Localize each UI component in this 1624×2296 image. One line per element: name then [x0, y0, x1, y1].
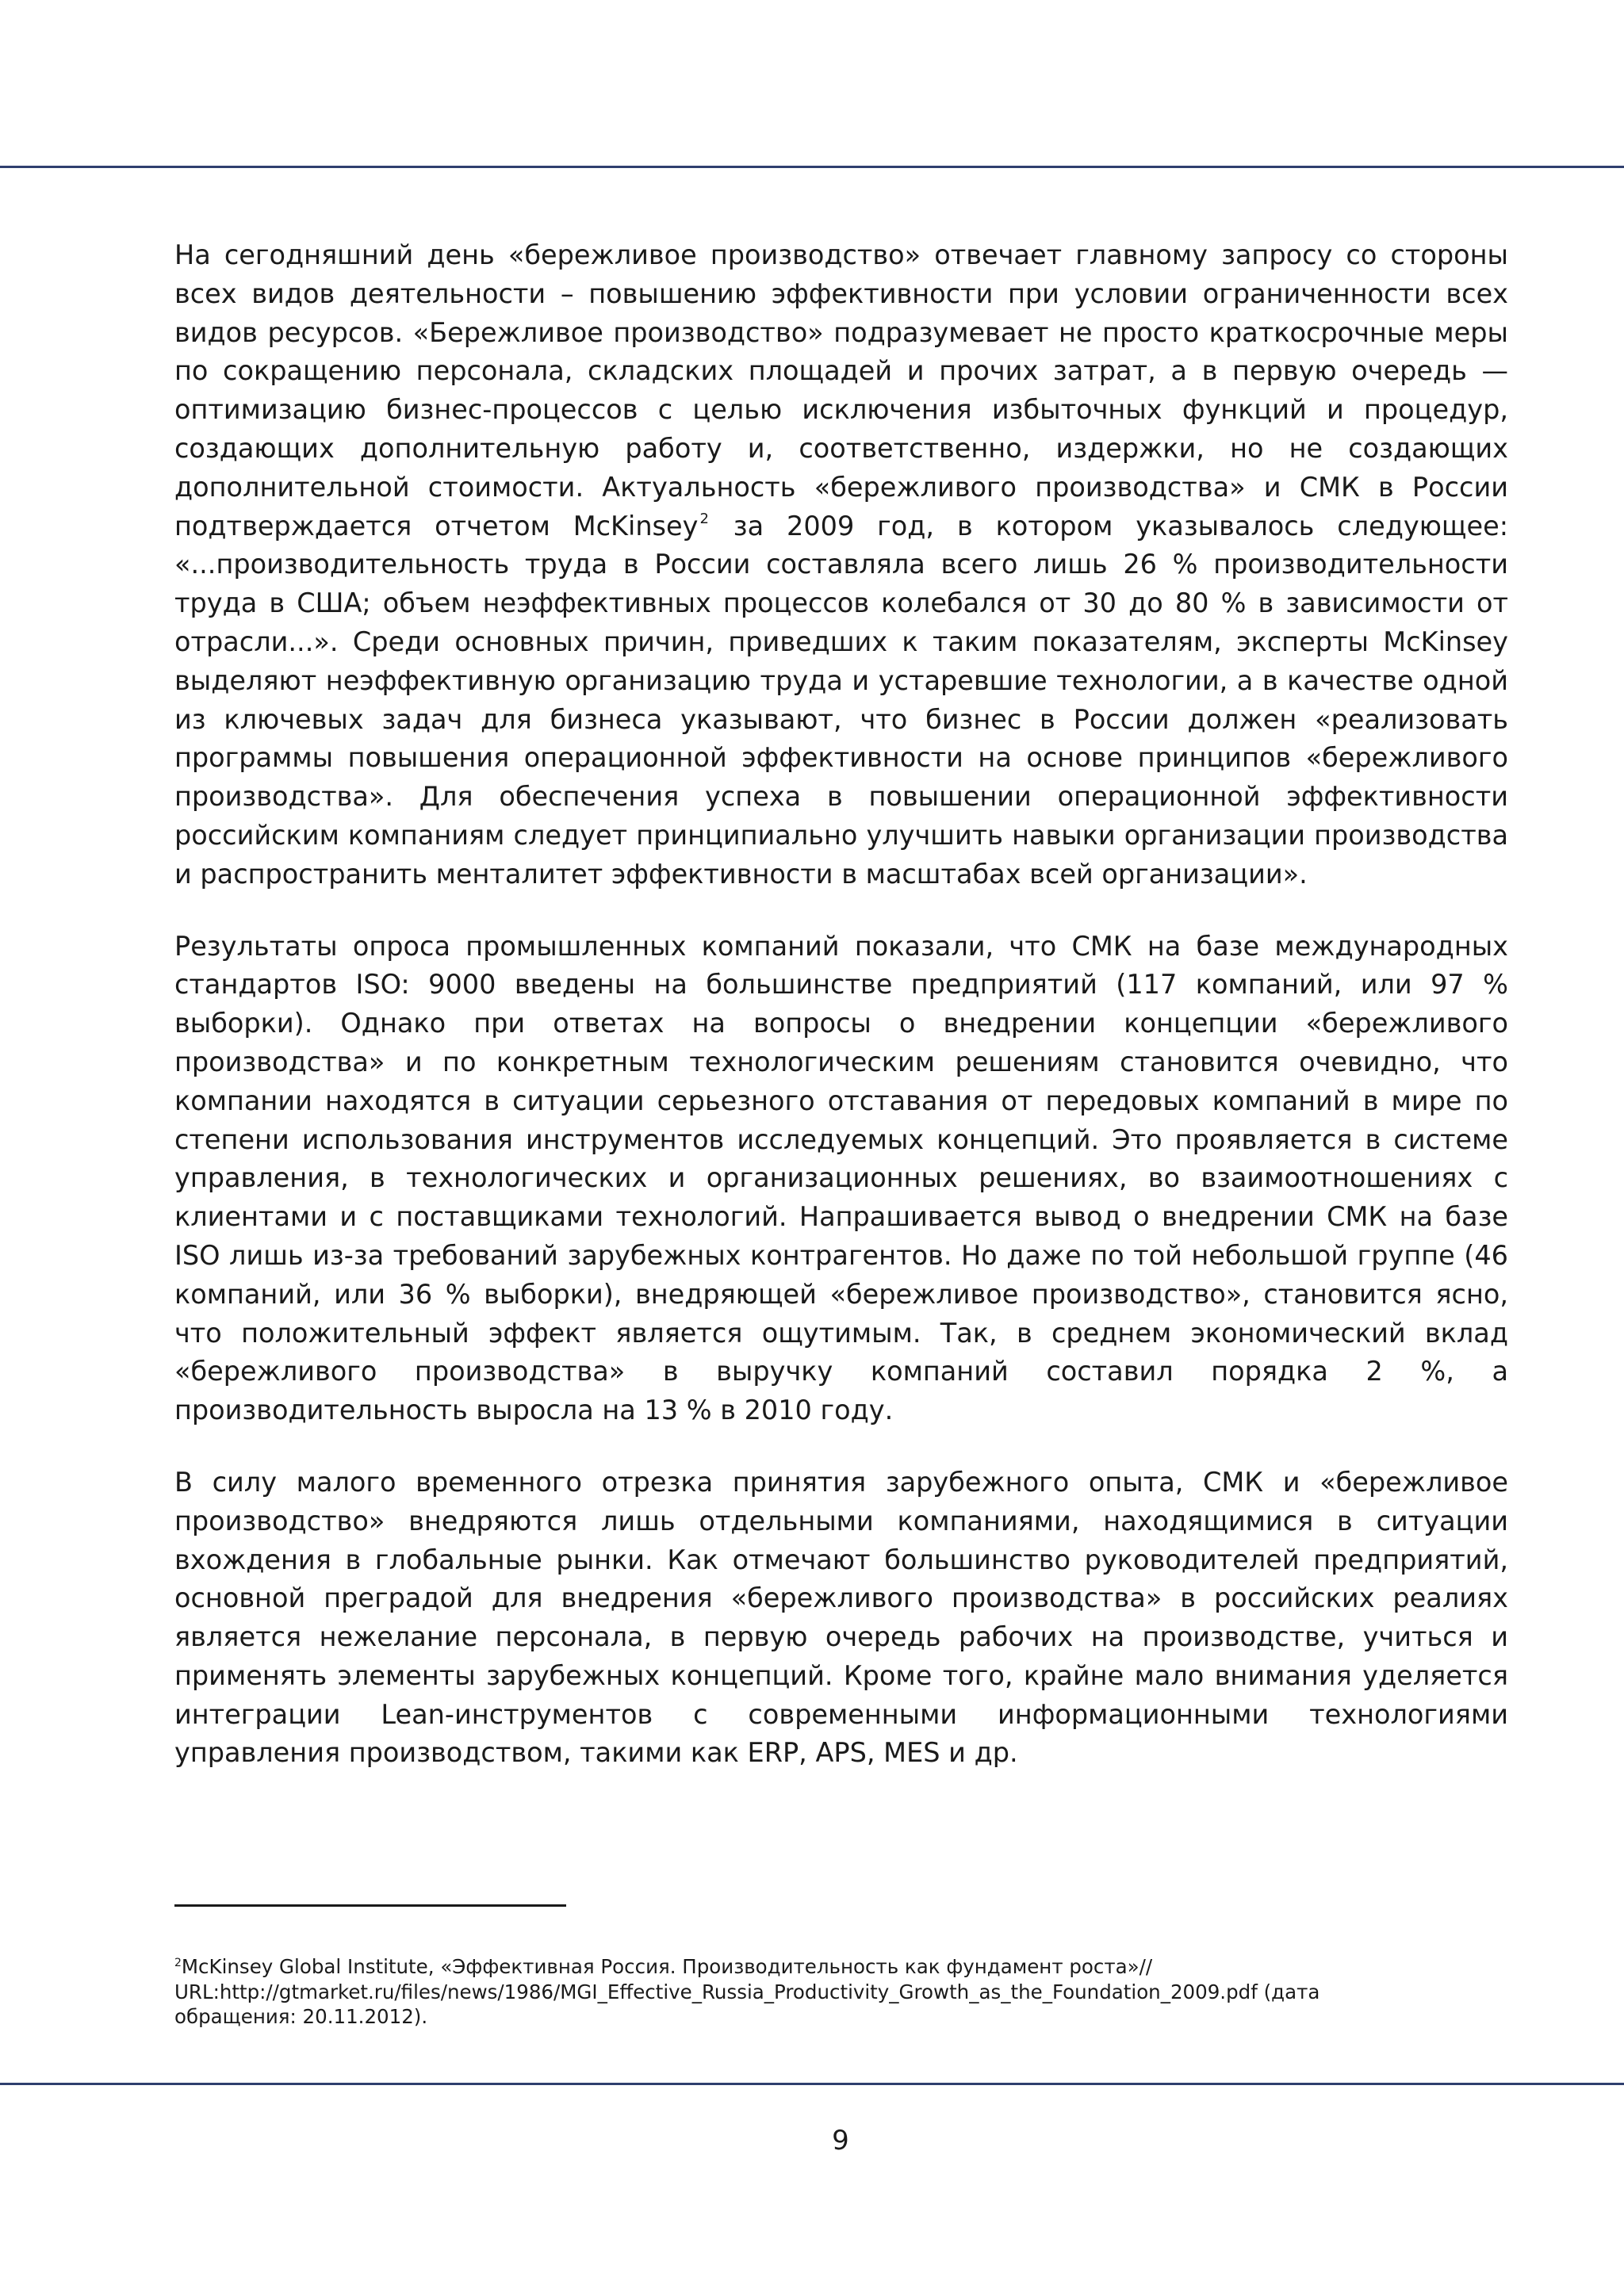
main-text — [174, 236, 1508, 1773]
paragraph-2: Результаты опроса промышленных компаний показали, что СМК на базе международных стандартов ISO: 9000 введены на большинстве предприятий (117 компаний, или 97 % выборки). Однако при ответах на вопросы о внедрении концепции «бережливого производства» и по конкретным технологическим решениям становится очевидно, что компании находятся в ситуации серьезного отставания от передовых компаний в мире по степени использования инструментов исследуемых концепций. Это проявляется в системе управления, в технологических и организационных решениях, во взаимоотношениях с клиентами и с поставщиками технологий. Напрашивается вывод о внедрении СМК на базе ISO лишь из-за требований зарубежных контрагентов. Но даже по той небольшой группе (46 компаний, или 36 % выборки), внедряющей «бережливое производство», становится ясно, что положительный эффект является ощутимым. Так, в среднем экономический вклад «бережливого производства» в выручку компаний составил порядка 2 %, а производительность выросла на 13 % в 2010 году. — [174, 930, 1508, 1426]
footnote-reference[interactable]: 2 — [699, 511, 709, 528]
paragraph-1-text-b: за 2009 год, в котором указывалось следующее: «...производительность труда в России составляла всего лишь 26 % производительности труда в США; объем неэффективных процессов колебался от 30 до 80 % в зависимости от отрасли...». Среди основных причин, приведших к таким показателям, эксперты McKinsey выделяют неэффективную организацию труда и устаревшие технологии, а в качестве одной из ключевых задач для бизнеса указывают, что бизнес в России должен «реализовать программы повышения операционной эффективности на основе принципов «бережливого производства». Для обеспечения успеха в повышении операционной эффективности российским компаниям следует принципиально улучшить навыки организации производства и распространить менталитет эффективности в масштабах всей организации». — [174, 510, 1508, 890]
paragraph-1 — [174, 236, 1508, 894]
footnote-separator — [174, 1904, 566, 1907]
footnote-url[interactable]: URL:http://gtmarket.ru/files/news/1986/MGI_Effective_Russia_Productivity_Growth_as_the_Foundation_2009.pdf (дата — [174, 1980, 1320, 2003]
footnote-access-date: обращения: 20.11.2012). — [174, 2005, 428, 2028]
footnote-source-title: McKinsey Global Institute, «Эффективная Россия. Производительность как фундамент роста»// — [181, 1955, 1153, 1978]
header-rule — [0, 166, 1624, 168]
page-number: 9 — [832, 2125, 849, 2156]
paragraph-3: В силу малого временного отрезка принятия зарубежного опыта, СМК и «бережливое производство» внедряются лишь отдельными компаниями, находящимися в ситуации вхождения в глобальные рынки. Как отмечают большинство руководителей предприятий, основной преградой для внедрения «бережливого производства» в российских реалиях является нежелание персонала, в первую очередь рабочих на производстве, учиться и применять элементы зарубежных концепций. Кроме того, крайне мало внимания уделяется интеграции Lean-инструментов с современными информационными технологиями управления производством, такими как ERP, APS, MES и др. — [174, 1466, 1508, 1769]
paragraph-1-text-a: На сегодняшний день «бережливое производство» отвечает главному запросу со стороны всех видов деятельности – повышению эффективности при условии ограниченности всех видов ресурсов. «Бережливое производство» подразумевает не просто краткосрочные меры по сокращению персонала, складских площадей и прочих затрат, а в первую очередь — оптимизацию бизнес-процессов с целью исключения избыточных функций и процедур, создающих дополнительную работу и, соответственно, издержки, но не создающих дополнительной стоимости. Актуальность «бережливого производства» и СМК в России подтверждается отчетом McKinsey — [174, 239, 1508, 541]
footnote — [174, 1954, 1508, 2030]
footer-rule — [0, 2083, 1624, 2085]
footnote-line-1 — [174, 1954, 1508, 1980]
footnote-marker: 2 — [174, 1956, 182, 1969]
